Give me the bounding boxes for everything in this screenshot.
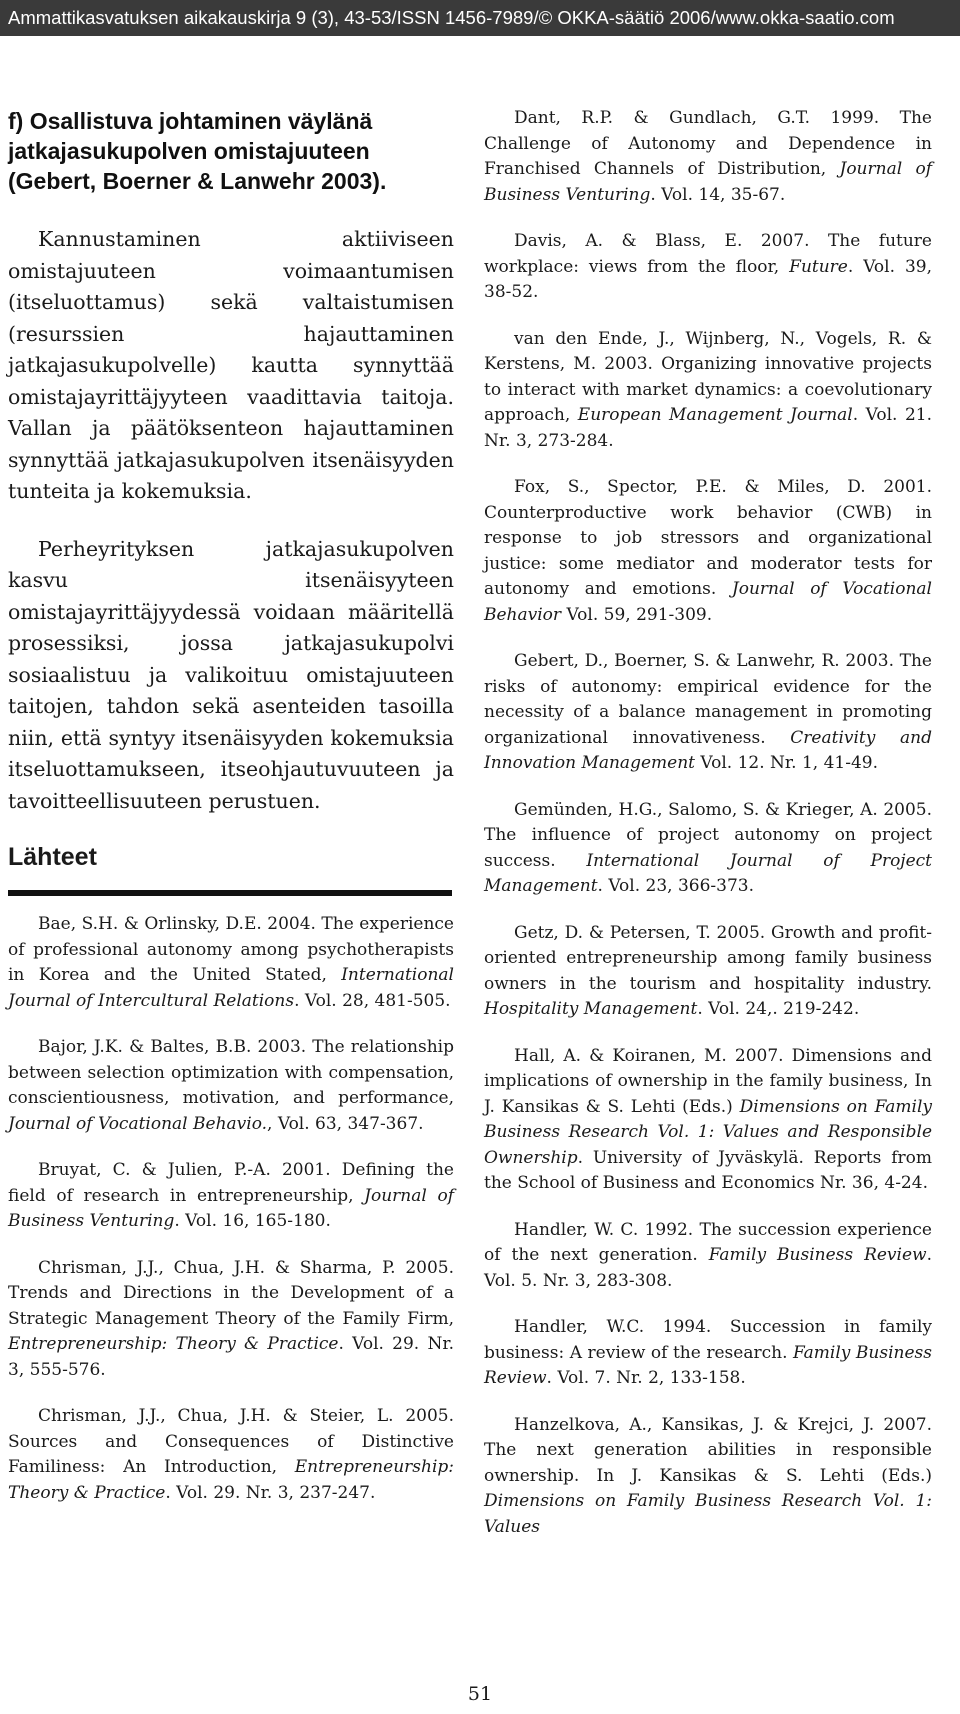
reference-item [484,649,932,777]
reference-item [8,1158,454,1235]
reference-journal: Future [789,256,848,277]
reference-text: Hanzelkova, A., Kansikas, J. & Krejci, J. 2007. The next generation abilities in responsible ownership. In J. Kansikas & S. Lehti (Eds.) [484,1414,932,1486]
reference-journal: Family Business Review [484,1342,932,1388]
body-paragraph: Perheyrityksen jatkajasukupolven kasvu itsenäisyyteen omistajayrittäjyydessä voidaan määritellä prosessiksi, jossa jatkajasukupolvi sosiaalistuu ja valikoituu omistajuuteen taitojen, tahdon sekä asenteiden tasoilla niin, että syntyy itsenäisyyden kokemuksia itseluottamukseen, itseohjautuvuuteen ja tavoitteellisuuteen perustuen. [8,536,454,813]
reference-journal: Journal of Vocational Behavior [484,579,932,625]
reference-text: Davis, A. & Blass, E. 2007. The future workplace: views from the floor, [484,231,932,277]
reference-text: Chrisman, J.J., Chua, J.H. & Steier, L. 2005. Sources and Consequences of Distinctive Familiness: An Introduction, [8,1406,454,1477]
reference-text: Handler, W.C. 1994. Succession in family business: A review of the research. [484,1317,932,1363]
reference-details: . Vol. 39, 38-52. [484,256,932,302]
journal-header [0,0,960,36]
reference-journal: Hospitality Management [484,999,698,1019]
reference-journal: Journal of Vocational Behavio. [8,1113,268,1134]
reference-details: . Vol. 16, 165-180. [174,1211,331,1231]
reference-journal: Journal of Business Venturing [484,159,932,205]
reference-details: . Vol. 23, 366-373. [597,876,755,896]
reference-details: . Vol. 29. Nr. 3, 555-576. [8,1334,454,1380]
reference-details: . Vol. 21. Nr. 3, 273-284. [484,405,932,451]
reference-journal: Entrepreneurship: Theory & Practice [8,1457,454,1503]
reference-text: Fox, S., Spector, P.E. & Miles, D. 2001. Counterproductive work behavior (CWB) in response to job stressors and organizational justice: some mediator and moderator tests for autonomy and emotions. [484,477,932,599]
reference-details: . University of Jyväskylä. Reports from the School of Business and Economics Nr. 36, 4-24. [484,1147,932,1193]
reference-item [8,1035,454,1137]
reference-item [8,1256,454,1384]
reference-item [484,106,932,208]
reference-item [484,1044,932,1197]
reference-details: . Vol. 24,. 219-242. [697,999,860,1019]
reference-text: Dant, R.P. & Gundlach, G.T. 1999. The Challenge of Autonomy and Dependence in Franchised Channels of Distribution, [484,108,932,179]
reference-details: . Vol. 28, 481-505. [294,990,451,1011]
reference-journal: Dimensions on Family Business Research Vol. 1: Values and Responsible Ownership [484,1096,932,1168]
reference-item [484,475,932,628]
reference-text: Gemünden, H.G., Salomo, S. & Krieger, A. 2005. The influence of project autonomy on project success. [484,799,932,871]
reference-journal: International Journal of Intercultural Relations [8,965,454,1011]
reference-journal: European Management Journal [577,405,853,425]
reference-text: Chrisman, J.J., Chua, J.H. & Sharma, P. 2005. Trends and Directions in the Development of a Strategic Management Theory of the Family Firm, [8,1257,454,1329]
section-heading: f) Osallistuva johtaminen väylänä jatkajasukupolven omistajuuteen (Gebert, Boerner & Lanwehr 2003). [8,108,387,194]
reference-item [484,921,932,1023]
reference-text: van den Ende, J., Wijnberg, N., Vogels, R. & Kerstens, M. 2003. Organizing innovative projects to interact with market dynamics: a coevolutionary approach, [484,328,932,425]
reference-text: Gebert, D., Boerner, S. & Lanwehr, R. 2003. The risks of autonomy: empirical evidence for the necessity of a balance management in promoting organizational innovativeness. [484,651,932,748]
reference-text: Bae, S.H. & Orlinsky, D.E. 2004. The experience of professional autonomy among psychotherapists in Korea and the United Stated, [8,914,454,985]
reference-journal: Journal of Business Venturing [8,1185,454,1231]
reference-details: . Vol. 29. Nr. 3, 237-247. [165,1482,376,1503]
reference-item [484,1413,932,1541]
reference-item [484,229,932,306]
reference-details: . Vol. 5. Nr. 3, 283-308. [484,1245,932,1291]
reference-details: Vol. 12. Nr. 1, 41-49. [694,753,878,773]
body-paragraph: Kannustaminen aktiiviseen omistajuuteen voimaantumisen (itseluottamus) sekä valtaistumisen (resurssien hajauttaminen jatkajasukupolvelle) kautta synnyttää omistajayrittäjyyteen vaadittavia taitoja. Vallan ja päätöksenteon hajauttaminen synnyttää jatkajasukupolven itsenäisyyden tunteita ja kokemuksia. [8,227,454,503]
reference-text: Bruyat, C. & Julien, P.-A. 2001. Defining the field of research in entrepreneurship, [8,1160,454,1206]
reference-item [484,1315,932,1392]
references-list-left [8,912,454,1506]
left-column [8,106,454,1527]
page-number: 51 [467,1683,493,1705]
reference-item [484,798,932,900]
reference-details: . Vol. 14, 35-67. [650,184,786,205]
reference-text: Getz, D. & Petersen, T. 2005. Growth and profit-oriented entrepreneurship among family business owners in the tourism and hospitality industry. [484,922,932,994]
reference-item [8,1404,454,1506]
reference-text: Bajor, J.K. & Baltes, B.B. 2003. The relationship between selection optimization with compensation, conscientiousness, motivation, and performance, [8,1037,454,1108]
reference-journal: Family Business Review [708,1245,927,1265]
reference-details: . Vol. 7. Nr. 2, 133-158. [546,1368,746,1388]
reference-journal: Dimensions on Family Business Research Vol. 1: Values [484,1491,932,1537]
reference-details: Vol. 59, 291-309. [561,604,713,625]
reference-text: Handler, W. C. 1992. The succession experience of the next generation. [484,1219,932,1265]
reference-item [484,327,932,455]
reference-item [484,1218,932,1295]
reference-journal: Entrepreneurship: Theory & Practice [8,1334,339,1354]
journal-header-text: Ammattikasvatuksen aikakauskirja 9 (3), 43-53/ISSN 1456-7989/© OKKA-säätiö 2006/www.okka-saatio.com [8,7,895,28]
reference-journal: Creativity and Innovation Management [484,727,932,773]
reference-item [8,912,454,1014]
reference-details: , Vol. 63, 347-367. [267,1113,424,1134]
right-column [484,106,932,1561]
reference-text: Hall, A. & Koiranen, M. 2007. Dimensions and implications of ownership in the family business, In J. Kansikas & S. Lehti (Eds.) [484,1045,932,1117]
references-heading: Lähteet [8,843,452,896]
reference-journal: International Journal of Project Management [484,850,932,896]
